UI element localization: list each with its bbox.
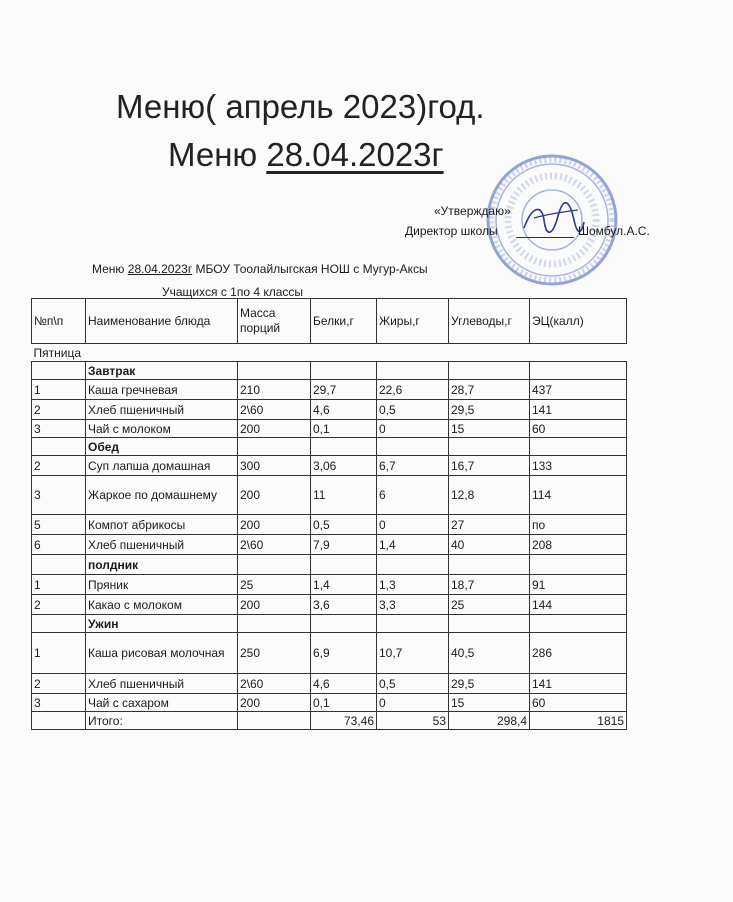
cell-protein: 0,1 — [311, 420, 377, 438]
cell-num: 3 — [32, 694, 86, 712]
cell-mass: 2\60 — [238, 400, 311, 420]
cell-mass: 2\60 — [238, 535, 311, 555]
students-line: Учащихся с 1по 4 классы — [162, 285, 304, 299]
cell-protein: 3,06 — [311, 456, 377, 476]
cell-num: 5 — [32, 515, 86, 535]
total-energy: 1815 — [530, 712, 627, 730]
header-row — [32, 299, 627, 344]
section-title: Обед — [86, 438, 238, 456]
cell-name: Чай с молоком — [86, 420, 238, 438]
table-row — [32, 515, 627, 535]
cell-protein: 4,6 — [311, 400, 377, 420]
director-label: Директор школы — [405, 224, 498, 238]
table-row — [32, 476, 627, 515]
section-row — [32, 555, 627, 575]
cell-mass: 200 — [238, 476, 311, 515]
cell-fat: 1,3 — [377, 575, 449, 595]
cell-name: Каша рисовая молочная — [86, 633, 238, 674]
day-label: Пятница — [32, 344, 627, 362]
menu-school: МБОУ Тоолайлыгская НОШ с Мугур-Аксы — [192, 262, 428, 276]
cell-num: 1 — [32, 380, 86, 400]
cell-fat: 22,6 — [377, 380, 449, 400]
cell-name: Компот абрикосы — [86, 515, 238, 535]
cell-carbs: 40,5 — [449, 633, 530, 674]
day-row — [32, 344, 627, 362]
cell-mass: 250 — [238, 633, 311, 674]
cell-protein: 6,9 — [311, 633, 377, 674]
cell-protein: 11 — [311, 476, 377, 515]
cell-name: Какао с молоком — [86, 595, 238, 615]
section-title: полдник — [86, 555, 238, 575]
table-row — [32, 400, 627, 420]
cell-mass: 210 — [238, 380, 311, 400]
cell-protein: 29,7 — [311, 380, 377, 400]
totals-label: Итого: — [86, 712, 238, 730]
cell-num: 3 — [32, 420, 86, 438]
cell-fat: 0 — [377, 515, 449, 535]
cell-carbs: 29,5 — [449, 674, 530, 694]
cell-num: 2 — [32, 674, 86, 694]
cell-carbs: 27 — [449, 515, 530, 535]
cell-energy: 91 — [530, 575, 627, 595]
cell-protein: 0,5 — [311, 515, 377, 535]
cell-energy: 437 — [530, 380, 627, 400]
cell-energy: 60 — [530, 420, 627, 438]
cell-carbs: 28,7 — [449, 380, 530, 400]
cell-protein: 4,6 — [311, 674, 377, 694]
cell-name: Чай с сахаром — [86, 694, 238, 712]
cell-carbs: 12,8 — [449, 476, 530, 515]
table-row — [32, 575, 627, 595]
table-row — [32, 380, 627, 400]
cell-carbs: 25 — [449, 595, 530, 615]
cell-protein: 7,9 — [311, 535, 377, 555]
section-title: Ужин — [86, 615, 238, 633]
cell-energy: 114 — [530, 476, 627, 515]
total-fat: 53 — [377, 712, 449, 730]
cell-mass: 300 — [238, 456, 311, 476]
cell-fat: 3,3 — [377, 595, 449, 615]
cell-name: Хлеб пшеничный — [86, 400, 238, 420]
cell-carbs: 29,5 — [449, 400, 530, 420]
cell-num: 3 — [32, 476, 86, 515]
section-row — [32, 438, 627, 456]
cell-mass: 200 — [238, 694, 311, 712]
header-cell: Белки,г — [311, 299, 377, 344]
cell-fat: 1,4 — [377, 535, 449, 555]
title-prefix: Меню — [168, 136, 267, 173]
cell-fat: 6,7 — [377, 456, 449, 476]
table-row — [32, 674, 627, 694]
cell-name: Хлеб пшеничный — [86, 674, 238, 694]
header-cell: ЭЦ(калл) — [530, 299, 627, 344]
header-cell: Жиры,г — [377, 299, 449, 344]
cell-num: 1 — [32, 575, 86, 595]
cell-name: Каша гречневая — [86, 380, 238, 400]
cell-fat: 0,5 — [377, 400, 449, 420]
cell-mass: 200 — [238, 595, 311, 615]
menu-date: 28.04.2023г — [127, 262, 193, 276]
cell-protein: 0,1 — [311, 694, 377, 712]
table-row — [32, 456, 627, 476]
cell-protein: 3,6 — [311, 595, 377, 615]
cell-name: Хлеб пшеничный — [86, 535, 238, 555]
title-line-1: Меню( апрель 2023)год. — [116, 88, 485, 125]
cell-protein: 1,4 — [311, 575, 377, 595]
cell-name: Суп лапша домашная — [86, 456, 238, 476]
cell-fat: 0 — [377, 694, 449, 712]
cell-energy: 133 — [530, 456, 627, 476]
cell-carbs: 15 — [449, 694, 530, 712]
director-name: Шомбул.А.С. — [578, 224, 650, 238]
total-carbs: 298,4 — [449, 712, 530, 730]
cell-energy: 144 — [530, 595, 627, 615]
table-row — [32, 694, 627, 712]
header-cell: Наименование блюда — [86, 299, 238, 344]
cell-energy: 286 — [530, 633, 627, 674]
section-row — [32, 362, 627, 380]
cell-fat: 0,5 — [377, 674, 449, 694]
cell-energy: по — [530, 515, 627, 535]
cell-name: Жаркое по домашнему — [86, 476, 238, 515]
cell-num: 2 — [32, 456, 86, 476]
menu-prefix: Меню — [92, 262, 128, 276]
cell-carbs: 18,7 — [449, 575, 530, 595]
cell-name: Пряник — [86, 575, 238, 595]
cell-energy: 208 — [530, 535, 627, 555]
cell-energy: 60 — [530, 694, 627, 712]
totals-row — [32, 712, 627, 730]
approve-label: «Утверждаю» — [434, 204, 511, 218]
table-row — [32, 633, 627, 674]
header-cell: №п\п — [32, 299, 86, 344]
header-cell: Масса порций — [238, 299, 311, 344]
table-row — [32, 595, 627, 615]
cell-carbs: 16,7 — [449, 456, 530, 476]
cell-mass: 200 — [238, 515, 311, 535]
cell-energy: 141 — [530, 674, 627, 694]
cell-num: 1 — [32, 633, 86, 674]
title-date: 28.04.2023г — [266, 136, 444, 173]
cell-carbs: 15 — [449, 420, 530, 438]
cell-fat: 0 — [377, 420, 449, 438]
cell-fat: 10,7 — [377, 633, 449, 674]
cell-num: 2 — [32, 595, 86, 615]
header-cell: Углеводы,г — [449, 299, 530, 344]
table-row — [32, 535, 627, 555]
menu-table — [31, 298, 627, 730]
cell-num: 6 — [32, 535, 86, 555]
cell-mass: 25 — [238, 575, 311, 595]
cell-mass: 200 — [238, 420, 311, 438]
title-line-2 — [168, 136, 444, 174]
total-protein: 73,46 — [311, 712, 377, 730]
cell-mass: 2\60 — [238, 674, 311, 694]
table-row — [32, 420, 627, 438]
cell-fat: 6 — [377, 476, 449, 515]
section-title: Завтрак — [86, 362, 238, 380]
cell-carbs: 40 — [449, 535, 530, 555]
cell-energy: 141 — [530, 400, 627, 420]
cell-num: 2 — [32, 400, 86, 420]
section-row — [32, 615, 627, 633]
menu-line — [92, 262, 428, 276]
